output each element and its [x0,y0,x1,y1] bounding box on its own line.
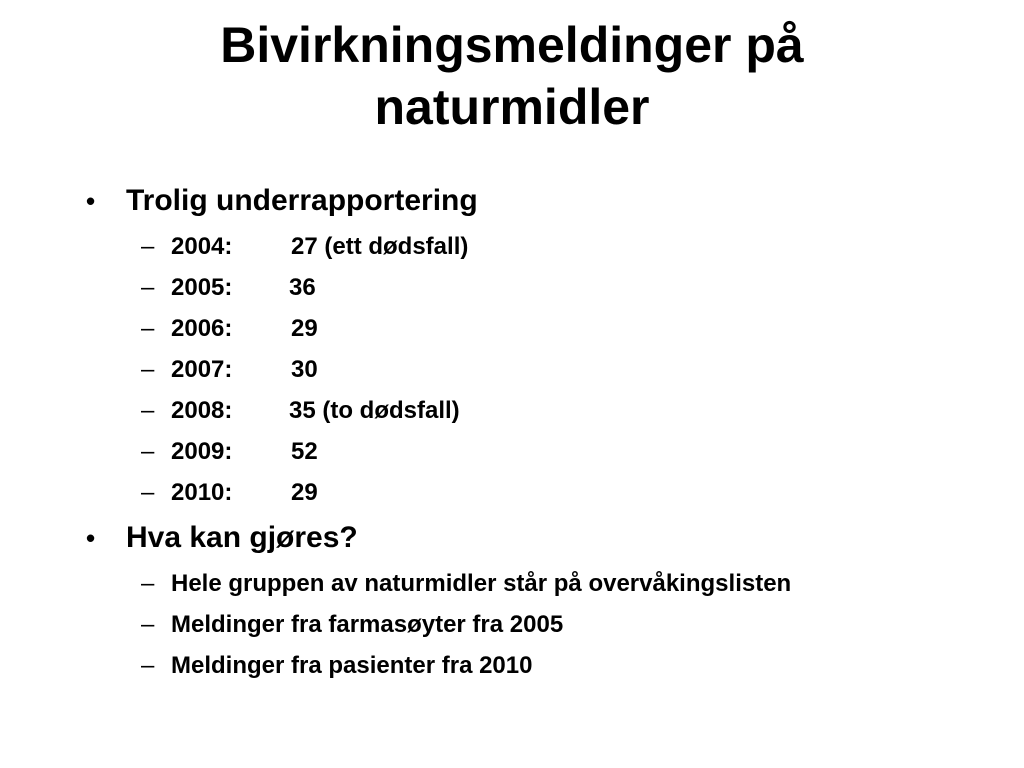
sub-item-patients [86,645,1006,686]
title-line-1: Bivirkningsmeldinger på [220,17,804,73]
sub-item-2007 [86,349,1006,390]
sub-item-2004 [86,226,1006,267]
year-label: 2010: [171,479,233,506]
report-count: 29 [291,479,318,506]
year-label: 2005: [171,274,233,301]
dash-icon: – [141,479,155,506]
bullet-underreporting [86,176,1006,226]
sub-item-2009 [86,431,1006,472]
dash-icon: – [141,611,155,638]
year-label: 2009: [171,438,233,465]
bullet-icon: • [86,523,96,553]
slide-title [0,14,1024,138]
sub-item-pharmacists [86,604,1006,645]
report-count: 29 [291,315,318,342]
report-count: 30 [291,356,318,383]
sub-item-text: Hele gruppen av naturmidler står på overvåkingslisten [171,570,792,597]
report-count: 52 [291,438,318,465]
report-count: 35 (to dødsfall) [289,397,460,424]
bullet-text: Trolig underrapportering [126,184,478,217]
bullet-what-can-be-done [86,513,1006,563]
dash-icon: – [141,438,155,465]
dash-icon: – [141,233,155,260]
sub-item-2005 [86,267,1006,308]
report-count: 36 [289,274,316,301]
title-line-2: naturmidler [374,79,650,135]
year-label: 2004: [171,233,233,260]
sub-item-2010 [86,472,1006,513]
dash-icon: – [141,652,155,679]
bullet-icon: • [86,186,96,216]
dash-icon: – [141,356,155,383]
year-label: 2006: [171,315,233,342]
dash-icon: – [141,315,155,342]
sub-item-monitoring-list [86,563,1006,604]
year-label: 2008: [171,397,233,424]
dash-icon: – [141,274,155,301]
dash-icon: – [141,397,155,424]
year-label: 2007: [171,356,233,383]
slide-content [86,176,1006,686]
bullet-text: Hva kan gjøres? [126,521,358,554]
dash-icon: – [141,570,155,597]
sub-item-text: Meldinger fra pasienter fra 2010 [171,652,533,679]
sub-item-text: Meldinger fra farmasøyter fra 2005 [171,611,564,638]
report-count: 27 (ett dødsfall) [291,233,469,260]
sub-item-2008 [86,390,1006,431]
sub-item-2006 [86,308,1006,349]
